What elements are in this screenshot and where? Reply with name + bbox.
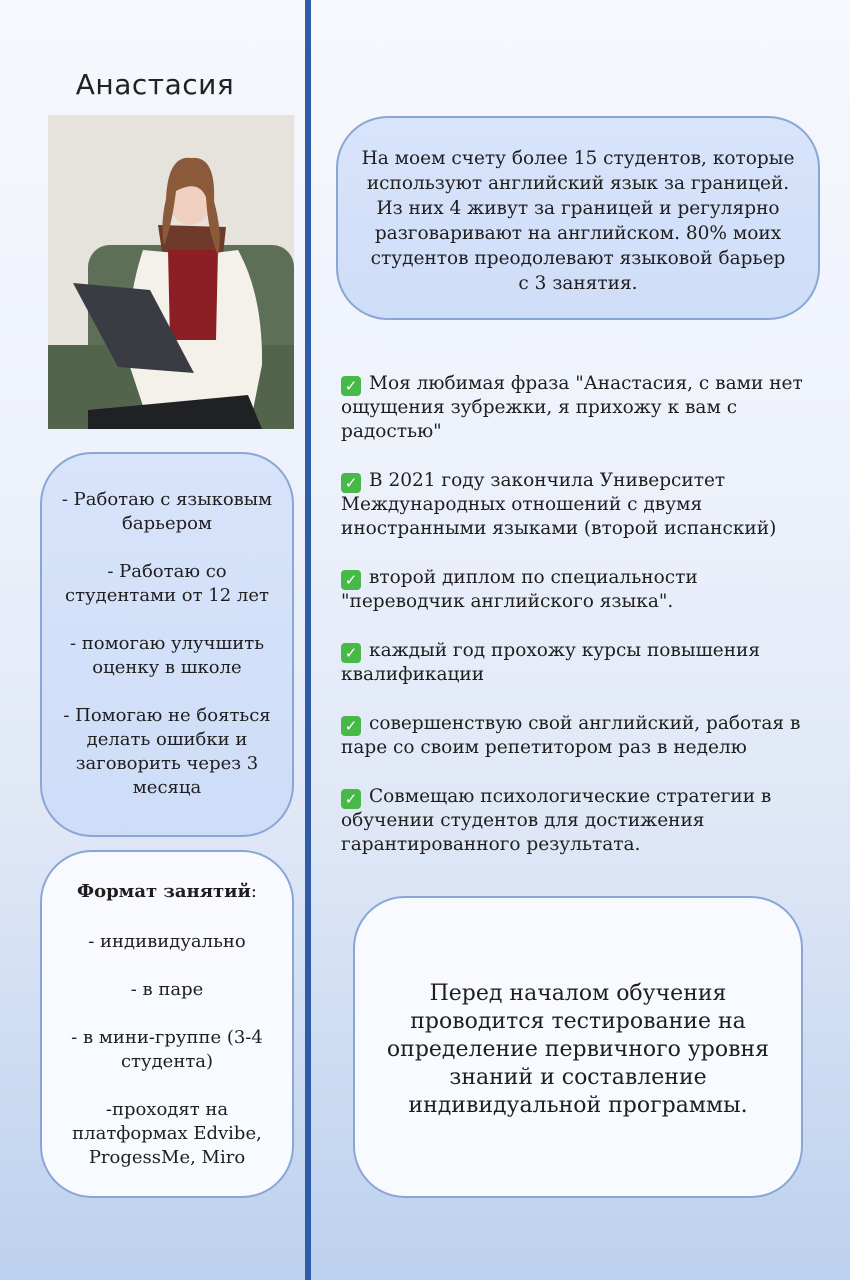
check-mark-button-icon: ✓ xyxy=(341,473,361,493)
format-bubble xyxy=(40,850,294,1198)
checklist-line: иностранными языками (второй испанский) xyxy=(341,518,777,539)
format-item xyxy=(50,1098,284,1170)
format-line: - в мини-группе (3-4 xyxy=(71,1027,263,1048)
format-line: - индивидуально xyxy=(88,931,246,952)
checklist-line: ощущения зубрежки, я прихожу к вам с xyxy=(341,397,738,418)
format-item xyxy=(50,930,284,954)
testing-line: определение первичного уровня xyxy=(386,1037,770,1062)
skill-item xyxy=(52,488,282,536)
skill-line: делать ошибки и xyxy=(86,729,248,750)
checklist-line: "переводчик английского языка". xyxy=(341,591,674,612)
checklist-item xyxy=(341,785,831,857)
vertical-divider xyxy=(305,0,311,1280)
checklist-line: второй диплом по специальности xyxy=(369,567,698,588)
checklist-line: Моя любимая фраза "Анастасия, с вами нет xyxy=(369,373,803,394)
format-title-suffix: : xyxy=(250,881,257,902)
format-line: ProgessMe, Miro xyxy=(88,1147,246,1168)
skill-item xyxy=(52,704,282,800)
checklist-item xyxy=(341,639,831,687)
check-mark-button-icon: ✓ xyxy=(341,643,361,663)
skill-line: студентами от 12 лет xyxy=(65,585,269,606)
format-line: - в паре xyxy=(130,979,204,1000)
stats-line: студентов преодолевают языковой барьер xyxy=(370,248,786,269)
check-mark-button-icon: ✓ xyxy=(341,716,361,736)
format-line: -проходят на xyxy=(105,1099,229,1120)
checklist-line: обучении студентов для достижения xyxy=(341,810,705,831)
skill-line: - Работаю со xyxy=(107,561,227,582)
checklist-line: квалификации xyxy=(341,664,485,685)
testing-line: Перед началом обучения xyxy=(429,981,727,1006)
stats-bubble xyxy=(336,116,820,320)
skill-line: - Работаю с языковым xyxy=(61,489,273,510)
skill-line: - Помогаю не бояться xyxy=(63,705,271,726)
stats-line: Из них 4 живут за границей и регулярно xyxy=(376,198,780,219)
checklist-line: Совмещаю психологические стратегии в xyxy=(369,786,772,807)
stats-line: разговаривают на английском. 80% моих xyxy=(374,223,782,244)
stats-line: На моем счету более 15 студентов, которые xyxy=(361,148,795,169)
format-title xyxy=(50,880,284,904)
skill-line: месяца xyxy=(132,777,202,798)
format-title-text: Формат занятий xyxy=(77,881,251,902)
testing-line: знаний и составление xyxy=(449,1065,707,1090)
profile-photo xyxy=(48,115,294,429)
profile-name: Анастасия xyxy=(75,68,235,101)
skill-item xyxy=(52,632,282,680)
skill-line: барьером xyxy=(122,513,212,534)
check-mark-button-icon: ✓ xyxy=(341,570,361,590)
checklist-line: каждый год прохожу курсы повышения xyxy=(369,640,761,661)
testing-line: индивидуальной программы. xyxy=(408,1093,748,1118)
checklist-item xyxy=(341,469,831,541)
testing-line: проводится тестирование на xyxy=(410,1009,746,1034)
testing-bubble xyxy=(353,896,803,1198)
checklist-item xyxy=(341,372,831,444)
checklist-line: Международных отношений с двумя xyxy=(341,494,703,515)
format-item xyxy=(50,1026,284,1074)
skill-item xyxy=(52,560,282,608)
skill-line: оценку в школе xyxy=(92,657,242,678)
format-line: студента) xyxy=(120,1051,214,1072)
checklist-line: паре со своим репетитором раз в неделю xyxy=(341,737,747,758)
checklist-line: В 2021 году закончила Университет xyxy=(369,470,726,491)
checklist-line: совершенствую свой английский, работая в xyxy=(369,713,801,734)
checklist-line: радостью" xyxy=(341,421,442,442)
check-mark-button-icon: ✓ xyxy=(341,789,361,809)
checklist-line: гарантированного результата. xyxy=(341,834,641,855)
check-mark-button-icon: ✓ xyxy=(341,376,361,396)
skill-line: заговорить через 3 xyxy=(75,753,259,774)
skills-bubble xyxy=(40,452,294,837)
format-line: платформах Edvibe, xyxy=(72,1123,262,1144)
checklist-item xyxy=(341,566,831,614)
checklist-item xyxy=(341,712,831,760)
skill-line: - помогаю улучшить xyxy=(69,633,265,654)
stats-line: с 3 занятия. xyxy=(518,273,638,294)
stats-line: используют английский язык за границей. xyxy=(366,173,790,194)
format-item xyxy=(50,978,284,1002)
achievements-checklist xyxy=(341,372,831,882)
